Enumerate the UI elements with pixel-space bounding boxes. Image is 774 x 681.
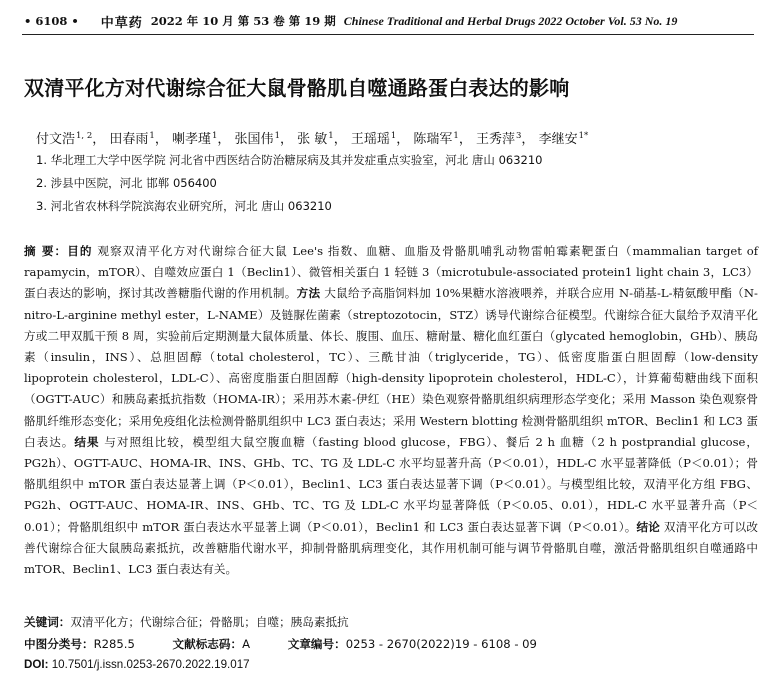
- methods-label: 方法: [296, 286, 321, 301]
- header-rule: [22, 34, 754, 35]
- results-text: 与对照组比较，模型组大鼠空腹血糖（fasting blood glucose，FBG）、餐后 2 h 血糖（2 h postprandial glucose，PG2h）、OGTT-AUC、HOMA-IR、INS、GHb、TC、TG 及 LDL-C 水平均显著升高（P＜0.01），HDL-C 水平显著降低（P＜0.01）；骨骼肌组织中 mTOR 蛋白表达显著上调（P＜0.01），Beclin1、LC3 蛋白表达显著下调（P＜0.01）。与模型组比较，双清平化方组 FBG、PG2h、OGTT-AUC、HOMA-IR、INS、GHb、TC、TG 及 LDL-C 水平均显著降低（P＜0.05、0.01），HDL-C 水平显著升高（P＜0.01）；骨骼肌组织中 mTOR 蛋白表达水平显著上调（P＜0.01），Beclin1 和 LC3 蛋白表达显著下调（P＜0.01）。: [24, 434, 758, 534]
- author: 张国伟$^1$: [234, 130, 280, 147]
- abstract-label: 摘 要：: [24, 244, 68, 258]
- issue-info-cn: 2022 年 10 月 第 53 卷 第 19 期: [150, 14, 336, 28]
- affiliation-3: 3. 河北省农林科学院滨海农业研究所，河北 唐山 063210: [36, 199, 332, 213]
- doi-value: 10.7501/j.issn.0253-2670.2022.19.017: [48, 658, 250, 671]
- classification-line: [24, 636, 537, 652]
- article-title: 双清平化方对代谢综合征大鼠骨骼肌自噬通路蛋白表达的影响: [24, 76, 570, 100]
- author: 田春雨$^1$: [109, 130, 155, 147]
- doi-line: [24, 658, 250, 671]
- journal-name-en: Chinese Traditional and Herbal Drugs 2022 October Vol. 53 No. 19: [343, 13, 678, 28]
- doc-code-label: 文献标志码：: [172, 637, 243, 651]
- methods-text: 大鼠给予高脂饲料加 10%果糖水溶液喂养，并联合应用 N-硝基-L-精氨酸甲酯（N-nitro-L-arginine methyl ester，L-NAME）及链脲佐菌素（streptozotocin，STZ）诱导代谢综合征模型。代谢综合征大鼠给予双清平化方或二甲双胍干预 8 周，实验前后定期测量大鼠体质量、体长、腹围、血压、糖耐量、糖化血红蛋白（glycated hemoglobin，GHb）、胰岛素（insulin，INS）、总胆固醇（total cholesterol，TC）、三酰甘油（triglyceride，TG）、低密度脂蛋白胆固醇（low-density lipoprotein cholesterol，LDL-C）、高密度脂蛋白胆固醇（high-density lipoprotein cholesterol，HDL-C），计算葡萄糖曲线下面积（OGTT-AUC）和胰岛素抵抗指数（HOMA-IR）；采用苏木素-伊红（HE）染色观察骨骼肌组织病理形态学变化；采用 Masson 染色观察骨骼肌纤维形态变化；采用免疫组化法检测骨骼肌组织中 LC3 蛋白表达；采用 Western blotting 检测骨骼肌组织 mTOR、Beclin1 和 LC3 蛋白表达。: [24, 286, 758, 449]
- objective-label: 目的: [67, 244, 93, 258]
- conclusion-label: 结论: [636, 519, 661, 534]
- doc-code-value: A: [242, 637, 251, 651]
- author: 王秀萍$^3$: [475, 130, 522, 147]
- conclusion-text: 双清平化方可以改善代谢综合征大鼠胰岛素抵抗，改善糖脂代谢水平，抑制骨骼肌病理变化，其作用机制可能与调节骨骼肌自噬，激活骨骼肌组织自噬通路中 mTOR、Beclin1、LC3 蛋白表达有关。: [24, 519, 758, 577]
- author: 张 敏$^1$: [297, 130, 334, 147]
- page-header: [24, 10, 752, 32]
- keywords: [24, 614, 349, 630]
- affiliation-2: 2. 涉县中医院，河北 邯郸 056400: [36, 176, 217, 190]
- article-number-value: 0253 - 2670(2022)19 - 6108 - 09: [345, 637, 537, 651]
- doi-label: DOI:: [24, 658, 49, 671]
- author-list: 付文浩$^{1, 2}$， 田春雨$^1$， 喇孝瑾$^1$， 张国伟$^1$， 张 敏$^1$， 王瑶瑶$^1$， 陈瑞军$^1$， 王秀萍$^3$， 李继安$^{1*}$: [36, 130, 589, 147]
- results-label: 结果: [74, 434, 100, 449]
- author: 陈瑞军$^1$: [413, 130, 459, 147]
- keywords-value: 双清平化方；代谢综合征；骨骼肌；自噬；胰岛素抵抗: [70, 615, 349, 629]
- journal-name-cn: 中草药: [100, 15, 143, 31]
- affiliation-1: 1. 华北理工大学中医学院 河北省中西医结合防治糖尿病及其并发症重点实验室，河北 唐山 063210: [36, 153, 543, 167]
- objective-text: 观察双清平化方对代谢综合征大鼠 Lee's 指数、血糖、血脂及骨骼肌哺乳动物雷帕霉素靶蛋白（mammalian target of rapamycin，mTOR）、自噬效应蛋白 1（Beclin1）、微管相关蛋白 1 轻链 3（microtubule-associated protein1 light chain 3，LC3）蛋白表达的影响，探讨其改善糖脂代谢的作用机制。: [24, 244, 758, 301]
- author: 付文浩$^{1, 2}$: [36, 130, 93, 147]
- clc-label: 中图分类号：: [24, 637, 94, 651]
- author: 王瑶瑶$^1$: [350, 130, 397, 147]
- page-number: • 6108 •: [24, 14, 79, 28]
- author: 喇孝瑾$^1$: [171, 130, 218, 147]
- article-number-label: 文章编号：: [287, 637, 346, 651]
- clc-value: R285.5: [93, 637, 135, 651]
- author: 李继安$^{1*}$: [538, 130, 589, 147]
- keywords-label: 关键词：: [24, 615, 71, 629]
- abstract: [24, 241, 758, 580]
